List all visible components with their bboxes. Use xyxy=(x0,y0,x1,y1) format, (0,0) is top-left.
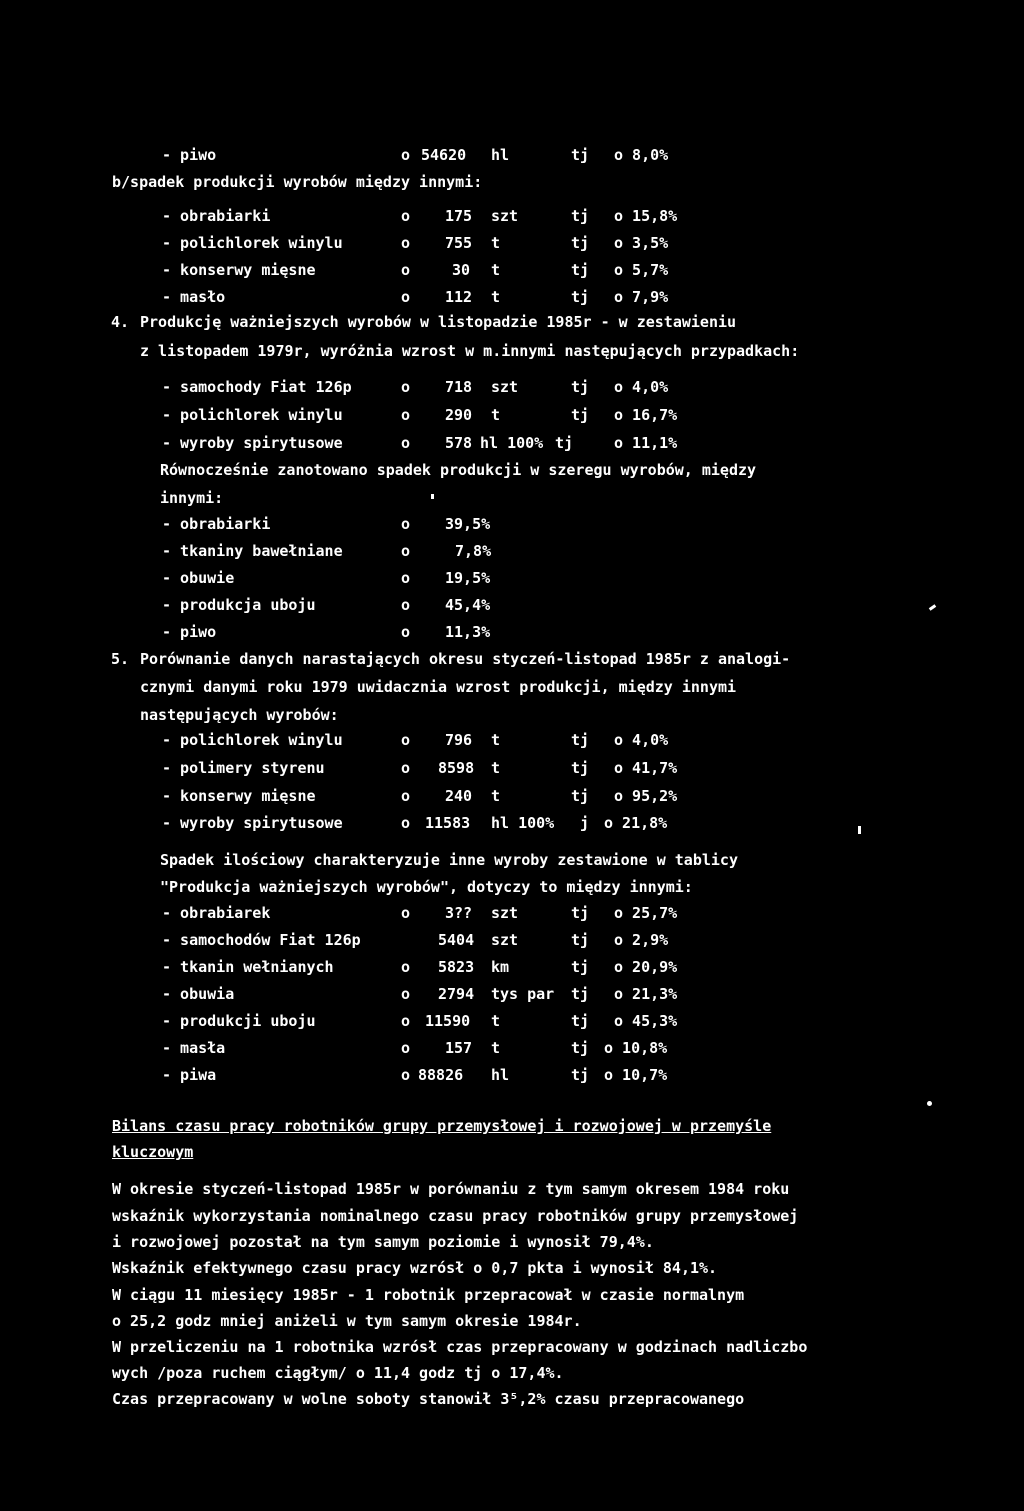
row-label: - konserwy mięsne xyxy=(162,787,316,805)
scan-mark xyxy=(431,494,434,499)
row-unit: t xyxy=(491,288,501,306)
row-change: o 41,7% xyxy=(614,759,678,777)
row-tj: tj xyxy=(555,434,574,452)
row-unit: t xyxy=(491,234,501,252)
row-tj: tj xyxy=(571,731,590,749)
row-op: o xyxy=(401,1039,411,1057)
row-tj: tj xyxy=(571,288,590,306)
row-unit: szt xyxy=(491,207,519,225)
row-unit: t xyxy=(491,731,501,749)
row-change: 39,5% xyxy=(445,515,491,533)
row-tj: tj xyxy=(571,1039,590,1057)
row-tj: tj xyxy=(571,261,590,279)
scan-mark xyxy=(858,826,861,834)
row-value: 755 xyxy=(445,234,473,252)
row-unit: szt xyxy=(491,904,519,922)
row-change: o 15,8% xyxy=(614,207,678,225)
row-label: - masła xyxy=(162,1039,226,1057)
row-label: - polichlorek winylu xyxy=(162,406,343,424)
quantity-text-line2: "Produkcja ważniejszych wyrobów", dotyczy to między innymi: xyxy=(160,878,693,896)
row-value: 2794 xyxy=(438,985,475,1003)
paragraph-line: Czas przepracowany w wolne soboty stanowił 3⁵,2% czasu przepracowanego xyxy=(112,1390,745,1408)
row-change: 11,3% xyxy=(445,623,491,641)
paragraph-line: o 25,2 godz mniej aniżeli w tym samym okresie 1984r. xyxy=(112,1312,582,1330)
section-5-line1: Porównanie danych narastających okresu styczeń-listopad 1985r z analogi- xyxy=(140,650,791,668)
row-label: - samochodów Fiat 126p xyxy=(162,931,361,949)
section-5-line3: następujących wyrobów: xyxy=(140,706,339,724)
row-label: - tkaniny bawełniane xyxy=(162,542,343,560)
section-5-line2: cznymi danymi roku 1979 uwidacznia wzrost produkcji, między innymi xyxy=(140,678,737,696)
row-label: - piwo xyxy=(162,146,217,164)
row-tj: tj xyxy=(571,985,590,1003)
row-unit: szt xyxy=(491,378,519,396)
row-op: o xyxy=(401,1012,411,1030)
paragraph-line: i rozwojowej pozostał na tym samym poziomie i wynosił 79,4%. xyxy=(112,1233,654,1251)
row-unit: hl xyxy=(491,1066,510,1084)
row-tj: tj xyxy=(571,958,590,976)
paragraph-line: W okresie styczeń-listopad 1985r w porównaniu z tym samym okresem 1984 roku xyxy=(112,1180,790,1198)
row-unit: hl 100% xyxy=(491,814,555,832)
row-tj: j xyxy=(580,814,590,832)
row-value: 3?? xyxy=(445,904,473,922)
row-op: o xyxy=(401,814,411,832)
row-label: - polichlorek winylu xyxy=(162,234,343,252)
row-unit: tys par xyxy=(491,985,555,1003)
row-label: - wyroby spirytusowe xyxy=(162,434,343,452)
row-op: o xyxy=(401,985,411,1003)
paragraph-line: wskaźnik wykorzystania nominalnego czasu pracy robotników grupy przemysłowej xyxy=(112,1207,799,1225)
row-change: o 5,7% xyxy=(614,261,669,279)
row-label: - piwo xyxy=(162,623,217,641)
row-change: o 21,3% xyxy=(614,985,678,1003)
row-op: o xyxy=(401,623,411,641)
row-op: o xyxy=(401,569,411,587)
row-change: o 10,7% xyxy=(604,1066,668,1084)
row-op: o xyxy=(401,1066,411,1084)
row-change: o 2,9% xyxy=(614,931,669,949)
scan-mark xyxy=(929,604,936,610)
row-op: o xyxy=(401,207,411,225)
row-value: 718 xyxy=(445,378,473,396)
row-tj: tj xyxy=(571,931,590,949)
row-unit: hl 100% xyxy=(480,434,544,452)
row-label: - piwa xyxy=(162,1066,217,1084)
labor-heading-line2: kluczowym xyxy=(112,1143,194,1161)
section-4-number: 4. xyxy=(111,313,130,331)
row-tj: tj xyxy=(571,1066,590,1084)
section-b-title: b/spadek produkcji wyrobów między innymi: xyxy=(112,173,483,191)
row-change: o 3,5% xyxy=(614,234,669,252)
row-op: o xyxy=(401,542,411,560)
row-change: o 11,1% xyxy=(614,434,678,452)
row-label: - obuwie xyxy=(162,569,235,587)
decline-text-line1: Równocześnie zanotowano spadek produkcji w szeregu wyrobów, między xyxy=(160,461,757,479)
row-tj: tj xyxy=(571,146,590,164)
row-unit: hl xyxy=(491,146,510,164)
row-change: o 4,0% xyxy=(614,731,669,749)
row-change: 19,5% xyxy=(445,569,491,587)
row-op: o xyxy=(401,146,411,164)
row-change: o 21,8% xyxy=(604,814,668,832)
row-op: o xyxy=(401,515,411,533)
row-label: - masło xyxy=(162,288,226,306)
row-change: o 7,9% xyxy=(614,288,669,306)
row-tj: tj xyxy=(571,378,590,396)
row-label: - produkcji uboju xyxy=(162,1012,316,1030)
row-op: o xyxy=(401,787,411,805)
row-tj: tj xyxy=(571,406,590,424)
row-change: 7,8% xyxy=(455,542,492,560)
row-unit: t xyxy=(491,787,501,805)
row-value: 157 xyxy=(445,1039,473,1057)
row-op: o xyxy=(401,596,411,614)
paragraph-line: Wskaźnik efektywnego czasu pracy wzrósł o 0,7 pkta i wynosił 84,1%. xyxy=(112,1259,718,1277)
row-change: o 25,7% xyxy=(614,904,678,922)
row-label: - konserwy mięsne xyxy=(162,261,316,279)
paragraph-line: W przeliczeniu na 1 robotnika wzrósł czas przepracowany w godzinach nadliczbo xyxy=(112,1338,808,1356)
row-value: 54620 xyxy=(421,146,467,164)
row-unit: t xyxy=(491,759,501,777)
row-value: 11590 xyxy=(425,1012,471,1030)
section-5-number: 5. xyxy=(111,650,130,668)
row-tj: tj xyxy=(571,787,590,805)
section-4-line1: Produkcję ważniejszych wyrobów w listopadzie 1985r - w zestawieniu xyxy=(140,313,737,331)
row-value: 175 xyxy=(445,207,473,225)
row-op: o xyxy=(401,288,411,306)
row-change: o 95,2% xyxy=(614,787,678,805)
row-op: o xyxy=(401,904,411,922)
row-value: 290 xyxy=(445,406,473,424)
row-value: 5404 xyxy=(438,931,475,949)
row-op: o xyxy=(401,234,411,252)
row-label: - tkanin wełnianych xyxy=(162,958,334,976)
row-change: o 45,3% xyxy=(614,1012,678,1030)
row-value: 8598 xyxy=(438,759,475,777)
row-label: - obrabiarki xyxy=(162,207,271,225)
row-tj: tj xyxy=(571,207,590,225)
row-op: o xyxy=(401,958,411,976)
row-tj: tj xyxy=(571,1012,590,1030)
row-tj: tj xyxy=(571,759,590,777)
row-change: 45,4% xyxy=(445,596,491,614)
row-label: - obrabiarek xyxy=(162,904,271,922)
row-op: o xyxy=(401,378,411,396)
row-unit: km xyxy=(491,958,510,976)
row-label: - polimery styrenu xyxy=(162,759,325,777)
labor-heading-line1: Bilans czasu pracy robotników grupy przemysłowej i rozwojowej w przemyśle xyxy=(112,1117,772,1135)
row-label: - wyroby spirytusowe xyxy=(162,814,343,832)
row-value: 240 xyxy=(445,787,473,805)
row-value: 88826 xyxy=(418,1066,464,1084)
section-4-line2: z listopadem 1979r, wyróżnia wzrost w m.innymi następujących przypadkach: xyxy=(140,342,800,360)
row-op: o xyxy=(401,731,411,749)
row-value: 5823 xyxy=(438,958,475,976)
paragraph-line: wych /poza ruchem ciągłym/ o 11,4 godz tj o 17,4%. xyxy=(112,1364,564,1382)
row-label: - produkcja uboju xyxy=(162,596,316,614)
row-label: - samochody Fiat 126p xyxy=(162,378,352,396)
row-unit: t xyxy=(491,261,501,279)
paragraph-line: W ciągu 11 miesięcy 1985r - 1 robotnik przepracował w czasie normalnym xyxy=(112,1286,745,1304)
quantity-text-line1: Spadek ilościowy charakteryzuje inne wyroby zestawione w tablicy xyxy=(160,851,738,869)
row-value: 796 xyxy=(445,731,473,749)
row-op: o xyxy=(401,759,411,777)
row-unit: t xyxy=(491,1012,501,1030)
decline-text-line2: innymi: xyxy=(160,489,224,507)
row-value: 578 xyxy=(445,434,473,452)
row-value: 11583 xyxy=(425,814,471,832)
row-change: o 20,9% xyxy=(614,958,678,976)
row-label: - obrabiarki xyxy=(162,515,271,533)
row-op: o xyxy=(401,406,411,424)
row-tj: tj xyxy=(571,904,590,922)
row-op: o xyxy=(401,261,411,279)
row-label: - polichlorek winylu xyxy=(162,731,343,749)
row-unit: t xyxy=(491,1039,501,1057)
row-unit: szt xyxy=(491,931,519,949)
row-value: 30 xyxy=(452,261,471,279)
scan-mark xyxy=(927,1101,932,1106)
row-change: o 4,0% xyxy=(614,378,669,396)
row-change: o 10,8% xyxy=(604,1039,668,1057)
row-tj: tj xyxy=(571,234,590,252)
row-unit: t xyxy=(491,406,501,424)
row-value: 112 xyxy=(445,288,473,306)
row-op: o xyxy=(401,434,411,452)
row-change: o 8,0% xyxy=(614,146,669,164)
row-label: - obuwia xyxy=(162,985,235,1003)
row-change: o 16,7% xyxy=(614,406,678,424)
